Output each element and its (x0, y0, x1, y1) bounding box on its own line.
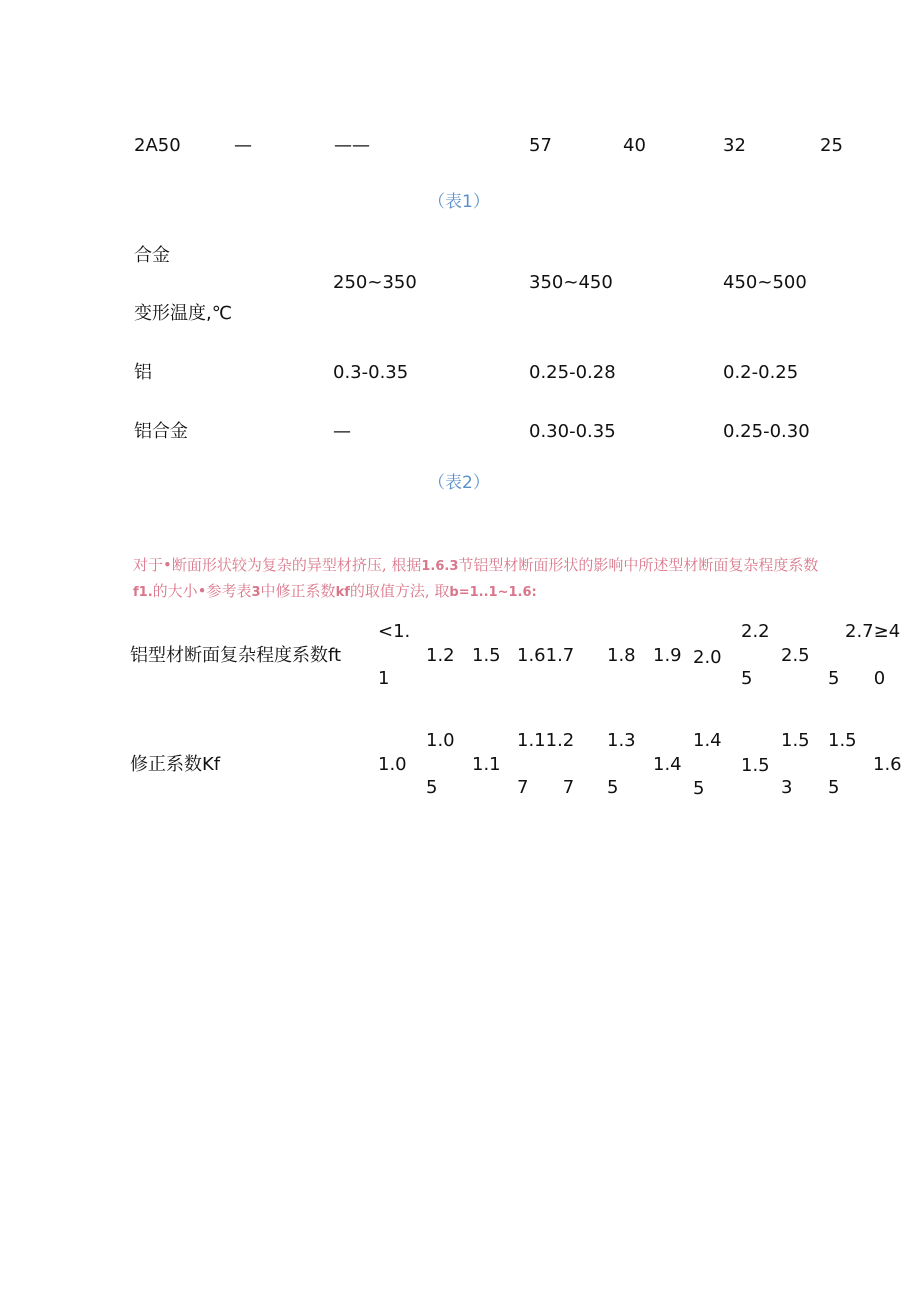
table3-cell-top: 1.4 (693, 730, 722, 751)
table2-range-1: 250~350 (333, 272, 417, 293)
table2-row-label: 铝合金 (134, 421, 188, 442)
note-text: 对于•断面形状较为复杂的异型材挤压, 根据 (133, 556, 422, 574)
table3-row2-label: 修正系数Kf (130, 754, 221, 775)
note-formula: b=1..1~1.6: (449, 585, 537, 600)
table3-cell-bottom: 5 (693, 778, 705, 799)
table3-cell: 1.61.7 (517, 645, 575, 666)
table2-header-temp: 变形温度,℃ (134, 303, 232, 324)
table3-cell: 1.1 (472, 754, 501, 775)
table3-cell: 1.5 (472, 645, 501, 666)
note-variable: f1. (133, 585, 153, 600)
table3-cell-top: 2.2 (741, 621, 770, 642)
table2-caption: （表2） (428, 473, 490, 493)
table3-cell: 2.0 (693, 647, 722, 668)
row-2a50-col4: 40 (623, 135, 646, 156)
table3-cell: 1.9 (653, 645, 682, 666)
table3-cell-top: 2.7≥4 (845, 621, 901, 642)
table3-cell-bottom: 1 (378, 668, 390, 689)
table3-cell: 1.6 (873, 754, 902, 775)
table3-cell-bottom: 5 (828, 777, 840, 798)
note-text: 节铝型材断面形状的影响中所述型材断面复杂程度系数 (458, 556, 819, 574)
note-text: 的大小•参考表 (152, 582, 252, 600)
table1-caption: （表1） (428, 192, 490, 212)
table2-cell: 0.25-0.30 (723, 421, 810, 442)
table3-cell-bottom: 5 (607, 777, 619, 798)
note-variable: kf (335, 585, 350, 600)
table2-cell: 0.25-0.28 (529, 362, 616, 383)
table3-cell: 2.5 (781, 645, 810, 666)
table2-range-2: 350~450 (529, 272, 613, 293)
table3-cell-top: 1.5 (781, 730, 810, 751)
table3-row1-label: 铝型材断面复杂程度系数ft (130, 645, 342, 666)
table3-cell-bottom: 7 7 (517, 777, 575, 798)
table3-cell-top: 1.11.2 (517, 730, 575, 751)
row-2a50-col3: 57 (529, 135, 552, 156)
table2-cell: 0.30-0.35 (529, 421, 616, 442)
row-2a50-col5: 32 (723, 135, 746, 156)
note-text: 中修正系数 (260, 582, 336, 600)
table3-cell: 1.8 (607, 645, 636, 666)
table2-cell: 0.3-0.35 (333, 362, 409, 383)
table2-row-label: 铝 (134, 362, 152, 383)
table2-cell: 0.2-0.25 (723, 362, 799, 383)
table3-cell-top: <1. (378, 621, 411, 642)
table3-cell: 1.2 (426, 645, 455, 666)
table3-cell: 1.0 (378, 754, 407, 775)
note-text: 的取值方法, 取 (349, 582, 450, 600)
note-section-ref: 1.6.3 (421, 559, 459, 574)
table2-header-alloy: 合金 (134, 245, 170, 266)
row-2a50-col6: 25 (820, 135, 843, 156)
row-2a50-col2: —— (334, 135, 370, 156)
table3-cell-bottom: 3 (781, 777, 793, 798)
row-2a50-col1: — (234, 135, 252, 156)
table3-cell: 1.4 (653, 754, 682, 775)
note-table-ref: 3 (251, 585, 261, 600)
table3-cell-top: 1.5 (828, 730, 857, 751)
table3-cell-bottom: 5 (741, 668, 753, 689)
table2-cell: — (333, 421, 351, 442)
table3-cell-bottom: 5 0 (828, 668, 886, 689)
table3-cell-top: 1.0 (426, 730, 455, 751)
table3-cell-top: 1.3 (607, 730, 636, 751)
table3-cell-bottom: 5 (426, 777, 438, 798)
table3-cell: 1.5 (741, 755, 770, 776)
row-2a50-grade: 2A50 (134, 135, 181, 156)
table2-range-3: 450~500 (723, 272, 807, 293)
note-paragraph (133, 553, 913, 605)
